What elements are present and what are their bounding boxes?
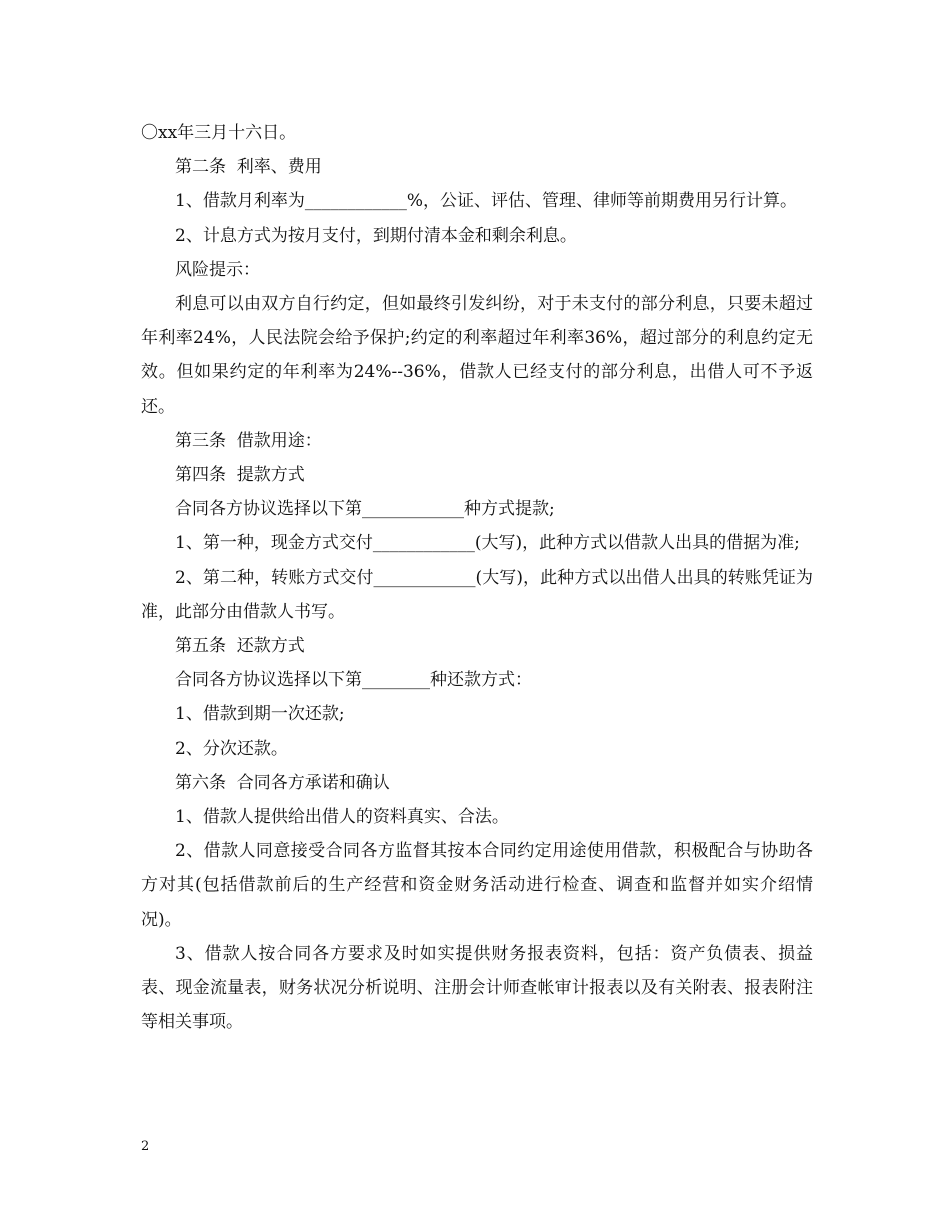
article-5-item-1: 1、借款到期一次还款; <box>175 704 345 725</box>
document-body <box>141 116 813 1039</box>
article-2-heading: 第二条 利率、费用 <box>175 157 322 178</box>
article-4-item-2: 2、第二种，转账方式交付____________(大写)，此种方式以出借人出具的转账凭证为准，此部分由借款人书写。 <box>141 567 813 622</box>
article-4-item-1: 1、第一种，现金方式交付____________(大写)，此种方式以借款人出具的借据为准; <box>175 533 800 554</box>
article-4-heading: 第四条 提款方式 <box>175 465 305 486</box>
risk-notice-heading: 风险提示： <box>175 259 260 280</box>
date-line: 〇xx年三月十六日。 <box>141 123 297 143</box>
article-3-heading: 第三条 借款用途： <box>175 430 322 451</box>
article-6-heading: 第六条 合同各方承诺和确认 <box>175 772 390 793</box>
article-5-intro: 合同各方协议选择以下第________种还款方式： <box>175 670 532 691</box>
article-6-item-1: 1、借款人提供给出借人的资料真实、合法。 <box>175 807 509 828</box>
risk-notice-text: 利息可以由双方自行约定，但如最终引发纠纷，对于未支付的部分利息，只要未超过年利率24%，人民法院会给予保护;约定的利率超过年利率36%，超过部分的利息约定无效。但如果约定的年利率为24%--36%，借款人已经支付的部分利息，出借人可不予返还。 <box>141 294 813 417</box>
article-5-heading: 第五条 还款方式 <box>175 636 305 657</box>
page-number: 2 <box>141 1139 150 1154</box>
article-2-item-1: 1、借款月利率为____________%，公证、评估、管理、律师等前期费用另行计算。 <box>175 191 797 212</box>
article-2-item-2: 2、计息方式为按月支付，到期付清本金和剩余利息。 <box>175 225 577 246</box>
article-6-item-2: 2、借款人同意接受合同各方监督其按本合同约定用途使用借款，积极配合与协助各方对其(包括借款前后的生产经营和资金财务活动进行检查、调查和监督并如实介绍情况)。 <box>141 841 813 930</box>
article-6-item-3: 3、借款人按合同各方要求及时如实提供财务报表资料，包括：资产负债表、损益表、现金流量表，财务状况分析说明、注册会计师查帐审计报表以及有关附表、报表附注等相关事项。 <box>141 943 813 1033</box>
article-4-intro: 合同各方协议选择以下第____________种方式提款; <box>175 499 555 520</box>
article-5-item-2: 2、分次还款。 <box>175 738 288 759</box>
